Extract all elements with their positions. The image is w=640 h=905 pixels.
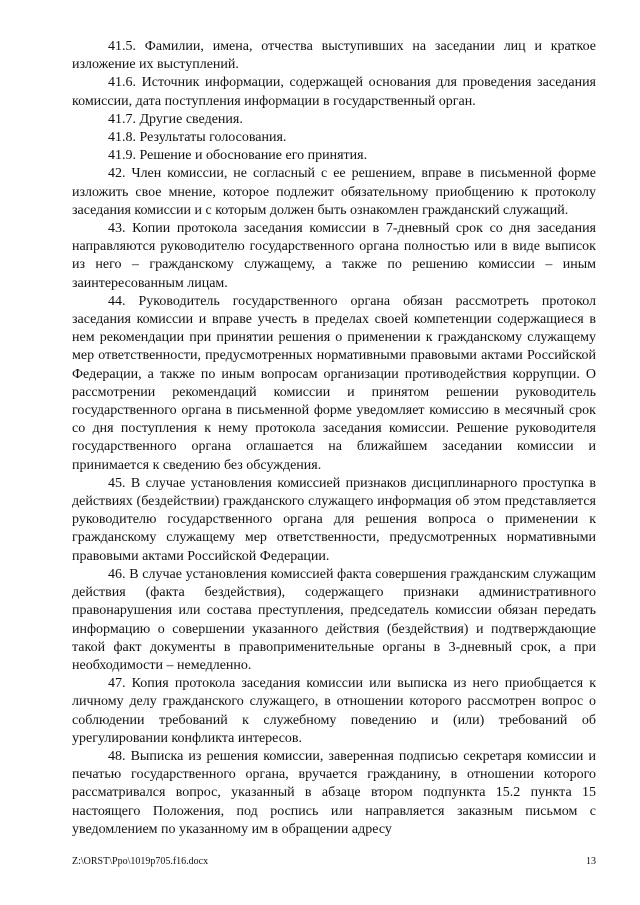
paragraph-41-9: 41.9. Решение и обоснование его принятия. (108, 148, 368, 164)
paragraph-42: 42. Член комиссии, не согласный с ее решением, вправе в письменной форме изложить свое мнение, которое подлежит обязательному приобщению к протоколу заседания комиссии и с которым должен быть ознакомлен гражданский служащий. (72, 166, 596, 218)
footer-file-path: Z:\ORST\Ppo\1019p705.f16.docx (72, 856, 209, 867)
paragraph-43: 43. Копии протокола заседания комиссии в 7-дневный срок со дня заседания направляются руководителю государственного органа полностью или в виде выписок из него – гражданскому служащему, а также по решению комиссии – иным заинтересованным лицам. (72, 221, 596, 291)
paragraph-46: 46. В случае установления комиссией факта совершения гражданским служащим действия (факта бездействия), содержащего признаки административного правонарушения или состава преступления, председатель комиссии обязан передать информацию о совершении указанного действия (бездействия) и подтверждающие такой факт документы в правоприменительные органы в 3-дневный срок, а при необходимости – немедленно. (72, 566, 596, 673)
paragraph-41-5: 41.5. Фамилии, имена, отчества выступивших на заседании лиц и краткое изложение их выступлений. (72, 39, 596, 73)
paragraph-45: 45. В случае установления комиссией признаков дисциплинарного проступка в действиях (бездействии) гражданского служащего информация об этом представляется руководителю государственного органа для решения вопроса о применении к гражданскому служащему мер ответственности, предусмотренных нормативными правовыми актами Российской Федерации. (72, 475, 596, 564)
paragraph-47: 47. Копия протокола заседания комиссии или выписка из него приобщается к личному делу гражданского служащего, в отношении которого рассмотрен вопрос о соблюдении требований к служебному поведению и (или) требований об урегулировании конфликта интересов. (72, 676, 596, 746)
paragraph-41-8: 41.8. Результаты голосования. (108, 130, 287, 146)
paragraph-44: 44. Руководитель государственного органа обязан рассмотреть протокол заседания комиссии и вправе учесть в пределах своей компетенции содержащиеся в нем рекомендации при принятии решения о применении к гражданскому служащему мер ответственности, предусмотренных нормативными правовыми актами Российской Федерации, а также по иным вопросам организации противодействия коррупции. О рассмотрении рекомендаций комиссии и принятом решении руководитель государственного органа в письменной форме уведомляет комиссию в месячный срок со дня поступления к нему протокола заседания комиссии. Решение руководителя государственного органа оглашается на ближайшем заседании комиссии и принимается к сведению без обсуждения. (72, 293, 596, 473)
paragraph-48: 48. Выписка из решения комиссии, заверенная подписью секретаря комиссии и печатью государственного органа, вручается гражданину, в отношении которого рассматривался вопрос, указанный в абзаце втором подпункта 15.2 пункта 15 настоящего Положения, под роспись или направляется заказным письмом с уведомлением по указанному им в обращении адресу (72, 748, 596, 837)
document-body (72, 38, 596, 839)
footer-page-number: 13 (586, 856, 596, 867)
paragraph-41-6: 41.6. Источник информации, содержащей основания для проведения заседания комиссии, дата поступления информации в государственный орган. (72, 75, 596, 109)
paragraph-41-7: 41.7. Другие сведения. (108, 111, 243, 127)
